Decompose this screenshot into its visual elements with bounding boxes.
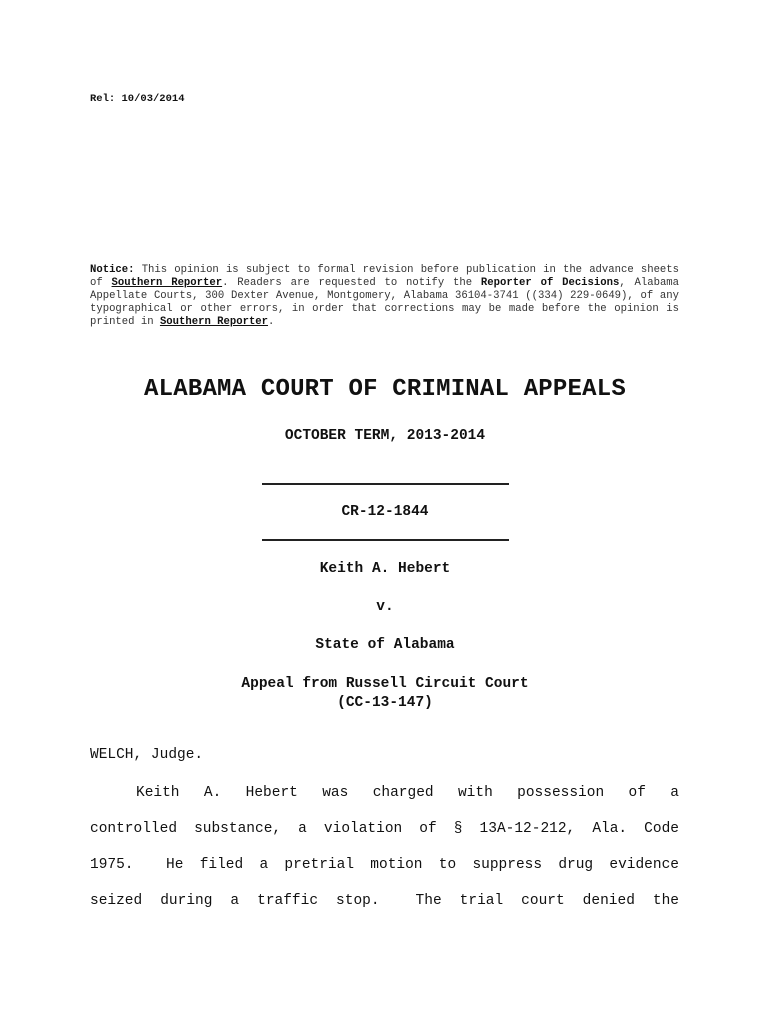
notice-paragraph [90,264,679,329]
notice-text-2: . Readers are requested to notify the [222,277,473,289]
court-term: OCTOBER TERM, 2013-2014 [284,428,486,444]
opinion-line: Keith A. Hebert was charged with possession of a [136,785,679,801]
divider-top [262,483,509,485]
notice-text-4: . [268,316,275,328]
opinion-author: WELCH, Judge. [90,747,204,763]
opinion-line: seized during a traffic stop. The trial court denied the [90,893,679,909]
lower-court-case-number: (CC-13-147) [337,695,433,711]
divider-bottom [262,539,509,541]
appeal-court: Appeal from Russell Circuit Court [241,676,529,692]
appeal-origin [0,675,770,713]
reporter-of-decisions: Reporter of Decisions [480,277,620,289]
southern-reporter-link-2[interactable]: Southern Reporter [159,316,269,328]
docket-number: CR-12-1844 [341,504,429,520]
notice-text-1: This opinion is subject to formal revision before publication in the advance sheets of [90,264,680,289]
release-date: Rel: 10/03/2014 [90,93,185,105]
opinion-body [90,775,679,919]
appellee-name: State of Alabama [315,637,455,653]
notice-text-3: , Alabama Appellate Courts, 300 Dexter Avenue, Montgomery, Alabama 36104-3741 ((334) 229-0649), of any typographical or other errors, in order that corrections may be made before the opinion is printed in [90,277,680,328]
opinion-line: controlled substance, a violation of § 13A-12-212, Ala. Code [90,821,679,837]
versus-label: v. [376,599,394,615]
southern-reporter-link-1[interactable]: Southern Reporter [111,277,223,289]
opinion-line: 1975. He filed a pretrial motion to suppress drug evidence [90,857,679,873]
court-title: ALABAMA COURT OF CRIMINAL APPEALS [144,376,626,403]
notice-label: Notice: [90,264,135,276]
appellant-name: Keith A. Hebert [319,561,451,577]
